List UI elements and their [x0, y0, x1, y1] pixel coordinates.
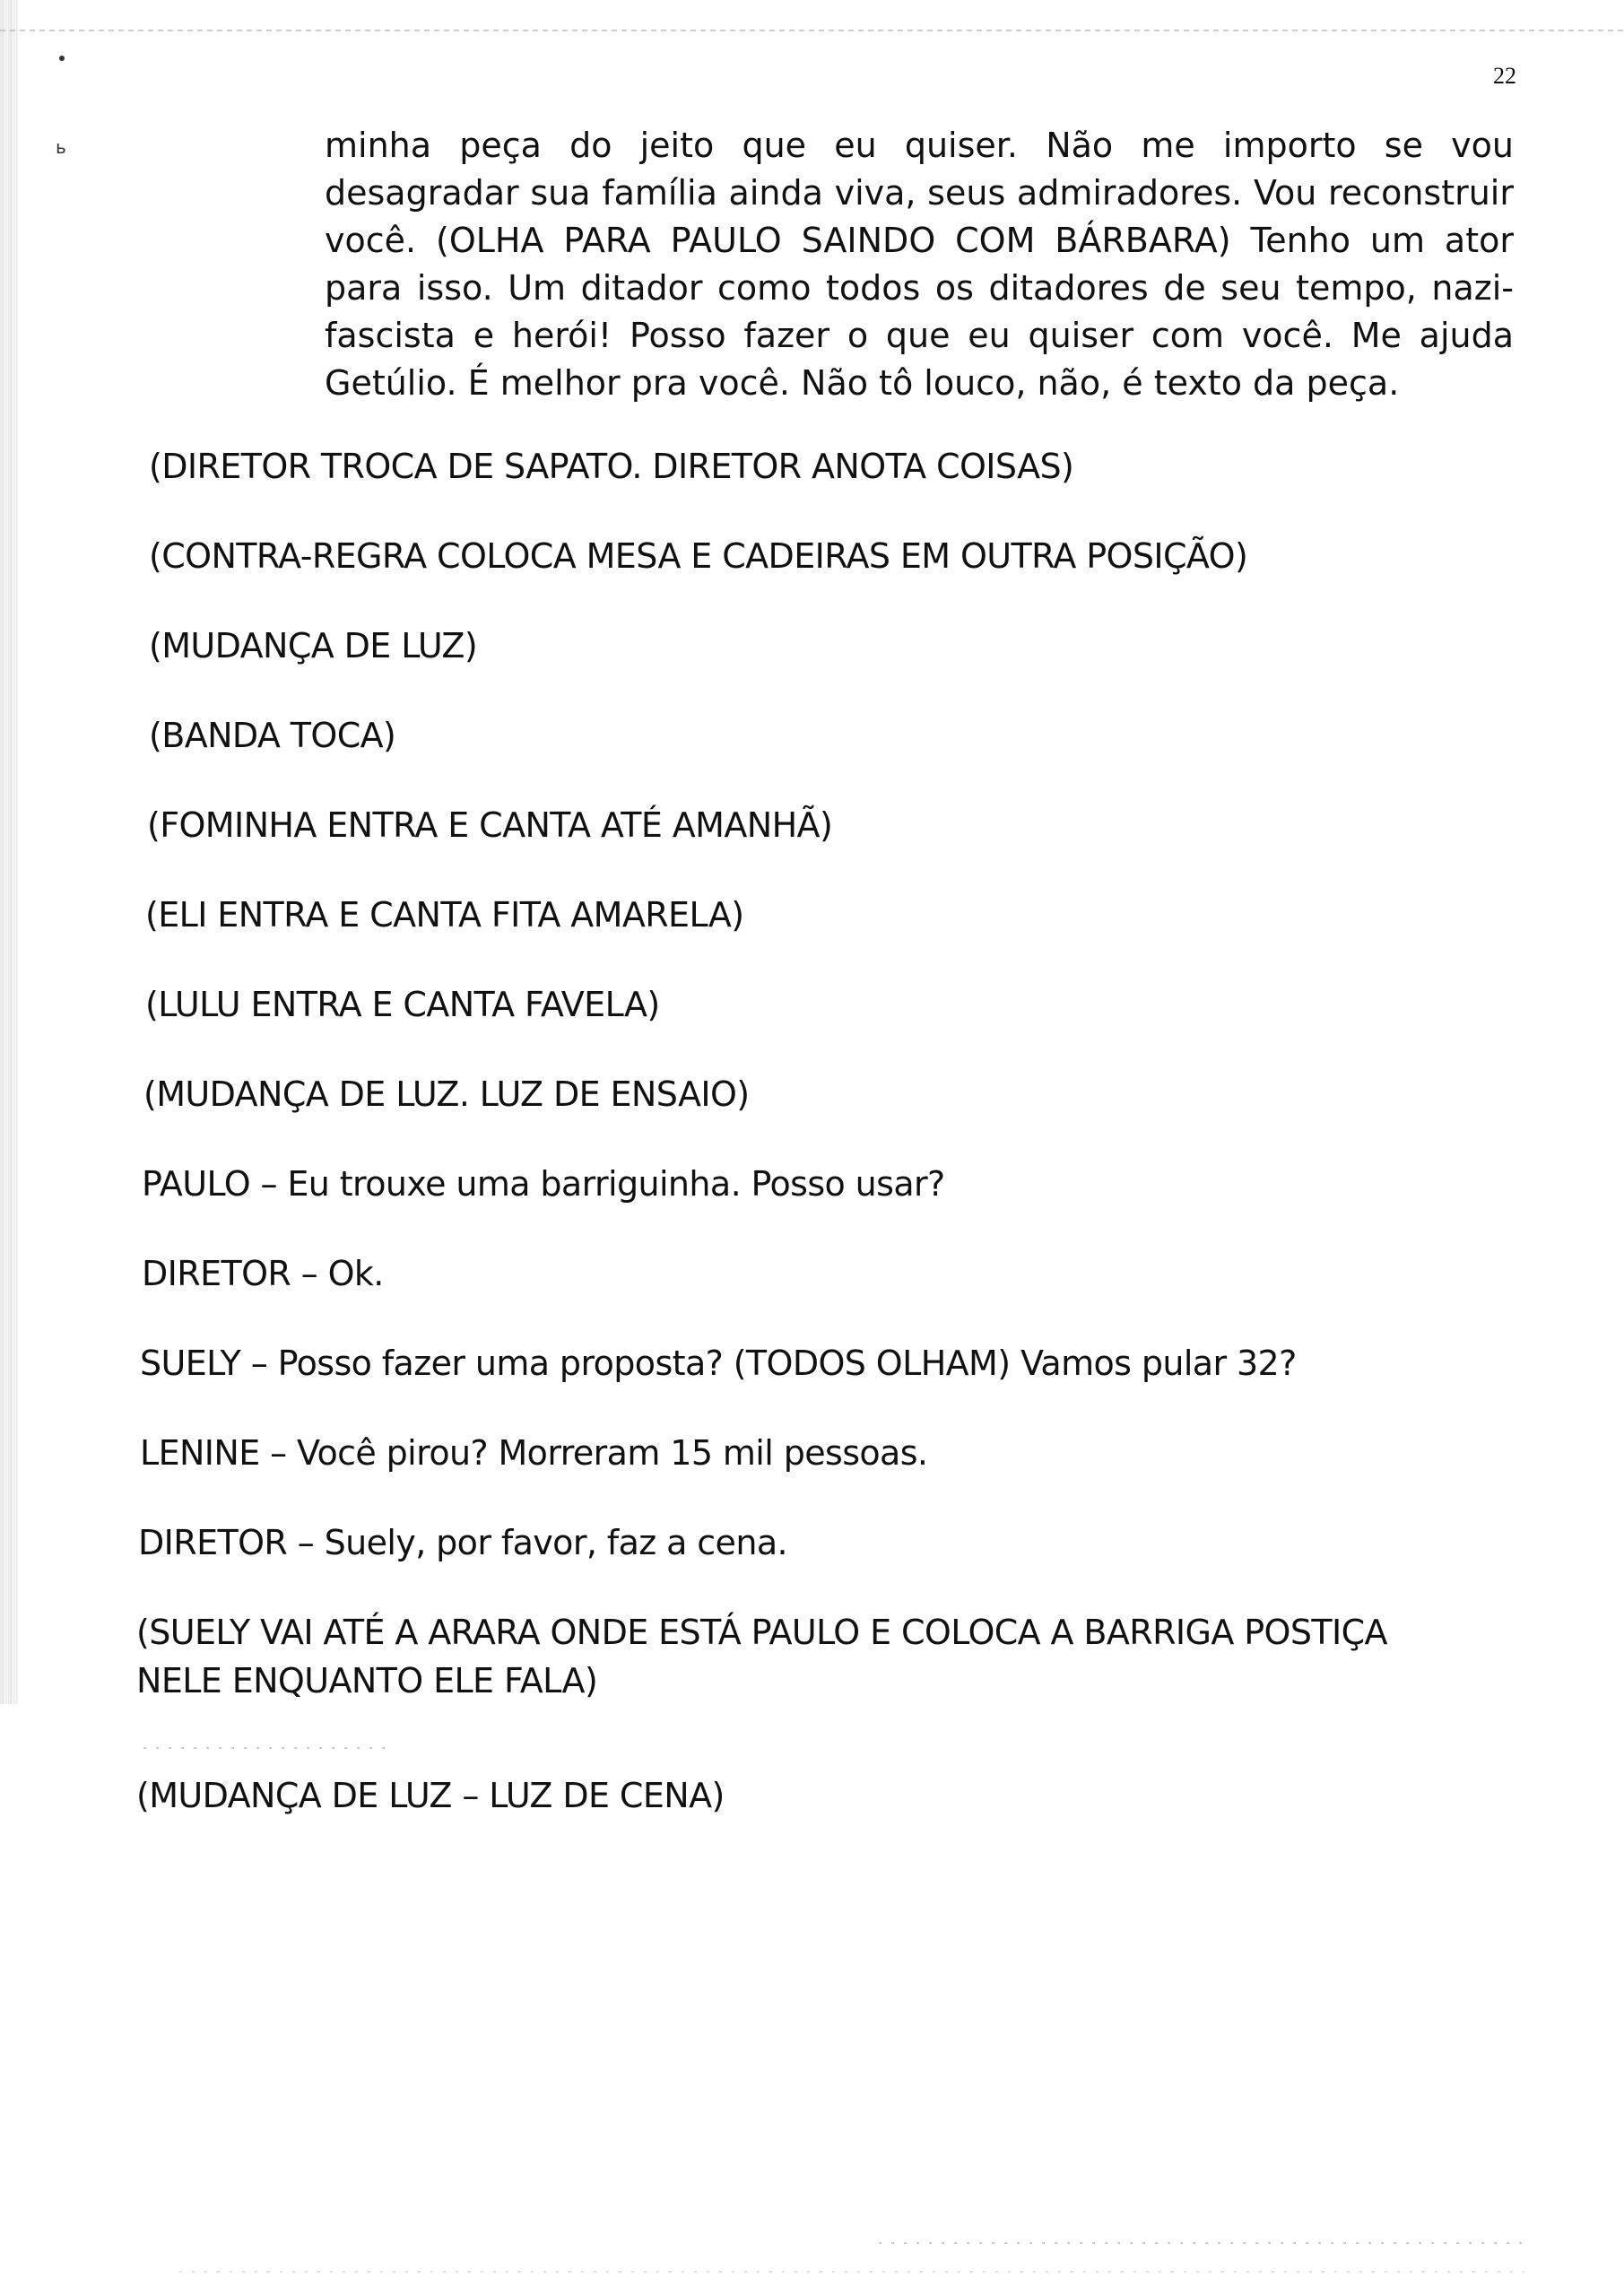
scan-top-line [0, 30, 1624, 31]
scan-mark: ь [56, 136, 66, 158]
dialogue-line: DIRETOR – Ok. [142, 1254, 384, 1293]
stage-direction: (SUELY VAI ATÉ A ARARA ONDE ESTÁ PAULO E COLOCA A BARRIGA POSTIÇA [136, 1613, 1387, 1652]
page-number: 22 [1493, 63, 1516, 89]
scan-speck [59, 56, 65, 61]
dialogue-line: SUELY – Posso fazer uma proposta? (TODOS OLHAM) Vamos pular 32? [140, 1344, 1297, 1383]
stage-direction: (BANDA TOCA) [149, 716, 396, 755]
dialogue-line: LENINE – Você pirou? Morreram 15 mil pessoas. [140, 1433, 928, 1473]
stage-direction: (DIRETOR TROCA DE SAPATO. DIRETOR ANOTA COISAS) [149, 447, 1074, 486]
scan-noise [879, 2242, 1524, 2244]
stage-direction: (MUDANÇA DE LUZ) [149, 626, 478, 665]
stage-direction: NELE ENQUANTO ELE FALA) [136, 1661, 598, 1700]
scan-noise [143, 1747, 395, 1749]
dialogue-line: PAULO – Eu trouxe uma barriguinha. Posso usar? [142, 1164, 945, 1204]
stage-direction: (CONTRA-REGRA COLOCA MESA E CADEIRAS EM OUTRA POSIÇÃO) [149, 536, 1248, 576]
stage-direction: (ELI ENTRA E CANTA FITA AMARELA) [145, 895, 744, 935]
stage-direction: (MUDANÇA DE LUZ. LUZ DE ENSAIO) [143, 1074, 750, 1114]
stage-direction: (LULU ENTRA E CANTA FAVELA) [145, 985, 660, 1024]
dialogue-line: DIRETOR – Suely, por favor, faz a cena. [138, 1523, 787, 1562]
stage-direction: (FOMINHA ENTRA E CANTA ATÉ AMANHÃ) [147, 805, 833, 845]
stage-direction: (MUDANÇA DE LUZ – LUZ DE CENA) [136, 1776, 725, 1815]
scan-noise [179, 2271, 1524, 2273]
speech-continuation: minha peça do jeito que eu quiser. Não me importo se vou desagradar sua família ainda viva, seus admiradores. Vou reconstruir você. (OLHA PARA PAULO SAINDO COM BÁRBARA) Tenho um ator para isso. Um ditador como todos os ditadores de seu tempo, nazi-fascista e herói! Posso fazer o que eu quiser com você. Me ajuda Getúlio. É melhor pra você. Não tô louco, não, é texto da peça. [325, 126, 1514, 403]
scan-shadow-edge [0, 0, 18, 1704]
